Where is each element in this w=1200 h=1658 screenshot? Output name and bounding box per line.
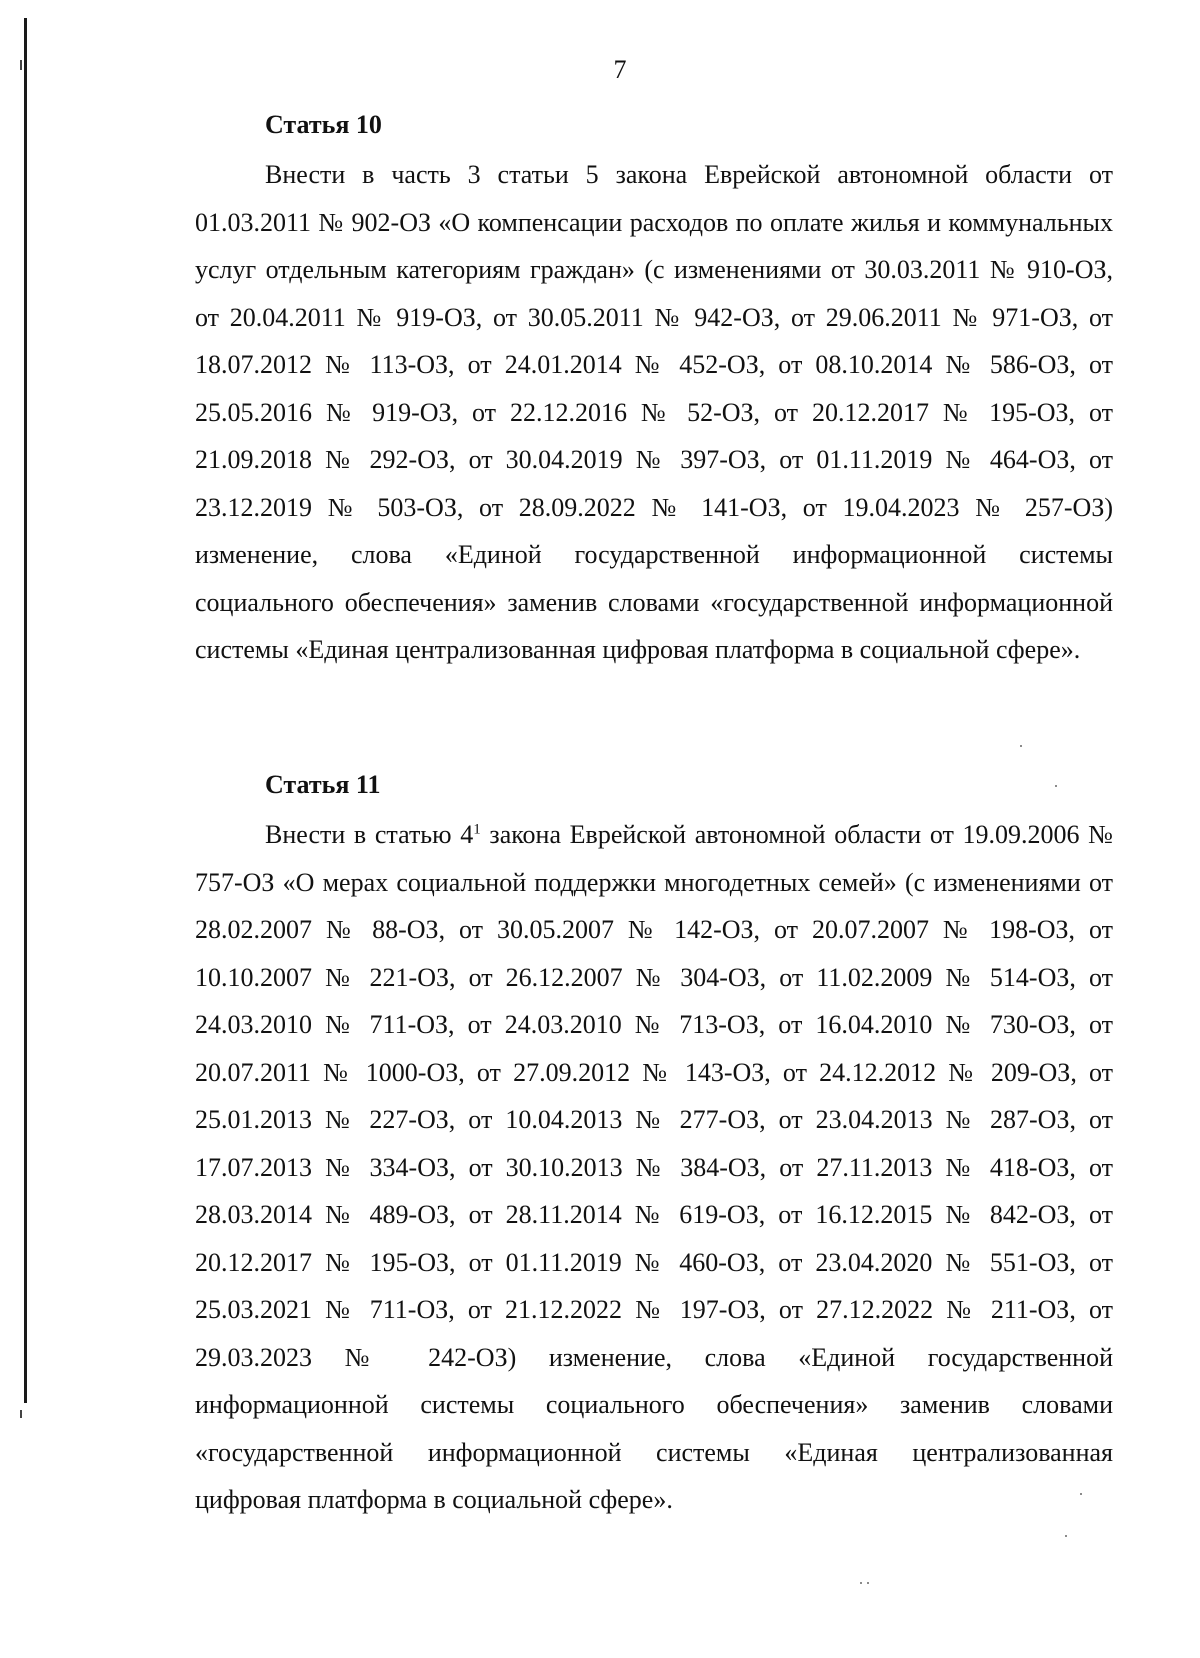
article-11-text-rest: закона Еврейской автономной области от 19.09.2006 № 757-ОЗ «О мерах социальной поддержки многодетных семей» (с изменениями от 28.02.2007 № 88-ОЗ, от 30.05.2007 № 142-ОЗ, от 20.07.2007 № 198-ОЗ, от 10.10.2007 № 221-ОЗ, от 26.12.2007 № 304-ОЗ, от 11.02.2009 № 514-ОЗ, от 24.03.2010 № 711-ОЗ, от 24.03.2010 № 713-ОЗ, от 16.04.2010 № 730-ОЗ, от 20.07.2011 № 1000-ОЗ, от 27.09.2012 № 143-ОЗ, от 24.12.2012 № 209-ОЗ, от 25.01.2013 № 227-ОЗ, от 10.04.2013 № 277-ОЗ, от 23.04.2013 № 287-ОЗ, от 17.07.2013 № 334-ОЗ, от 30.10.2013 № 384-ОЗ, от 27.11.2013 № 418-ОЗ, от 28.03.2014 № 489-ОЗ, от 28.11.2014 № 619-ОЗ, от 16.12.2015 № 842-ОЗ, от 20.12.2017 № 195-ОЗ, от 01.11.2019 № 460-ОЗ, от 23.04.2020 № 551-ОЗ, от 25.03.2021 № 711-ОЗ, от 21.12.2022 № 197-ОЗ, от 27.12.2022 № 211-ОЗ, от 29.03.2023 № 242-ОЗ) изменение, слова «Единой государственной информационной системы социального обеспечения» заменив словами «государственной информационной системы «Единая централизованная цифровая платформа в социальной сфере». [195, 820, 1113, 1514]
article-11-heading: Статья 11 [265, 770, 381, 799]
scan-speck [1065, 1535, 1067, 1537]
scan-border-line [24, 18, 27, 1403]
scan-border-tick [20, 1410, 22, 1418]
scan-speck [1080, 1493, 1082, 1495]
scan-speck [860, 1582, 862, 1584]
scan-speck [867, 1582, 869, 1584]
article-10-heading: Статья 10 [265, 110, 382, 139]
article-10-body [195, 151, 1113, 674]
page-number: 7 [613, 55, 627, 84]
article-11-superscript: 1 [473, 821, 481, 838]
article-11-body [195, 811, 1113, 1524]
scan-speck [1020, 745, 1022, 747]
article-11-text-start: Внести в статью 4 [265, 820, 474, 849]
article-10-text: Внести в часть 3 статьи 5 закона Еврейской автономной области от 01.03.2011 № 902-ОЗ «О компенсации расходов по оплате жилья и коммунальных услуг отдельным категориям граждан» (с изменениями от 30.03.2011 № 910-ОЗ, от 20.04.2011 № 919-ОЗ, от 30.05.2011 № 942-ОЗ, от 29.06.2011 № 971-ОЗ, от 18.07.2012 № 113-ОЗ, от 24.01.2014 № 452-ОЗ, от 08.10.2014 № 586-ОЗ, от 25.05.2016 № 919-ОЗ, от 22.12.2016 № 52-ОЗ, от 20.12.2017 № 195-ОЗ, от 21.09.2018 № 292-ОЗ, от 30.04.2019 № 397-ОЗ, от 01.11.2019 № 464-ОЗ, от 23.12.2019 № 503-ОЗ, от 28.09.2022 № 141-ОЗ, от 19.04.2023 № 257-ОЗ) изменение, слова «Единой государственной информационной системы социального обеспечения» заменив словами «государственной информационной системы «Единая централизованная цифровая платформа в социальной сфере». [195, 160, 1113, 664]
scan-speck [1055, 785, 1057, 787]
